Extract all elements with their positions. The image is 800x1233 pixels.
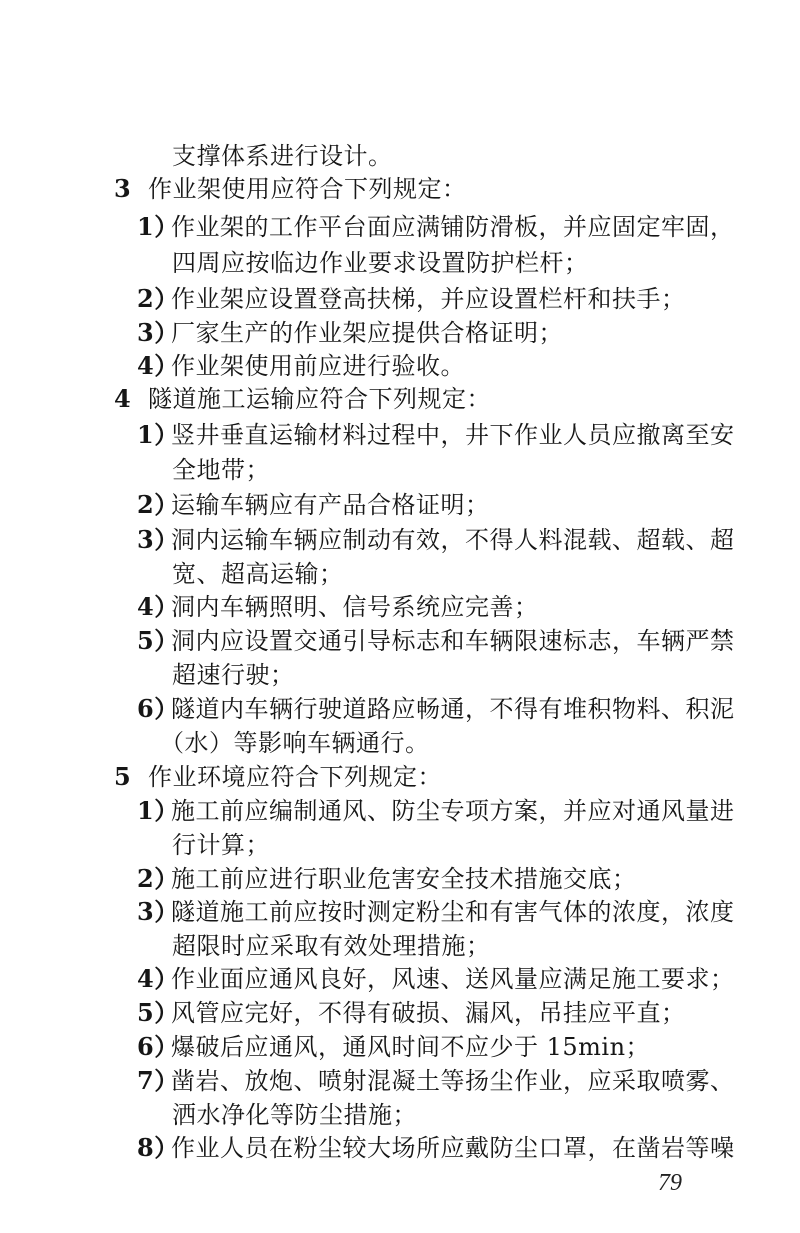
- list-item: [137, 624, 735, 658]
- item-text: 隧道内车辆行驶道路应畅通，不得有堆积物料、积泥: [171, 695, 735, 723]
- list-item: [137, 282, 686, 316]
- section-4-heading: [114, 382, 491, 416]
- item-text: 洞内运输车辆应制动有效，不得人料混载、超载、超: [171, 526, 735, 554]
- item-text-continuation: 超速行驶；: [172, 661, 295, 689]
- item-text: 施工前应编制通风、防尘专项方案，并应对通风量进: [171, 797, 735, 825]
- section-heading-text: 作业架使用应符合下列规定：: [148, 175, 467, 203]
- item-text-continuation: （水）等影响车辆通行。: [160, 729, 430, 757]
- item-text: 隧道施工前应按时测定粉尘和有害气体的浓度，浓度: [171, 898, 735, 926]
- list-item: [137, 1064, 735, 1098]
- list-item: [137, 316, 563, 350]
- section-heading-text: 作业环境应符合下列规定：: [148, 763, 442, 791]
- item-text: 凿岩、放炮、喷射混凝土等扬尘作业，应采取喷雾、: [171, 1067, 735, 1095]
- list-item: [137, 488, 490, 522]
- list-item: [137, 210, 735, 244]
- item-number: 1）: [137, 420, 179, 449]
- list-item: [137, 895, 735, 929]
- page-number: 79: [658, 1170, 682, 1196]
- item-text-continuation: 超限时应采取有效处理措施；: [172, 932, 491, 960]
- item-text-continuation: 行计算；: [172, 831, 270, 859]
- item-number: 1）: [137, 212, 179, 241]
- item-number: 3）: [137, 525, 179, 554]
- item-number: 2）: [137, 284, 179, 313]
- item-text: 厂家生产的作业架应提供合格证明；: [171, 319, 563, 347]
- list-item: [137, 1131, 735, 1165]
- item-text-continuation: 全地带；: [172, 456, 270, 484]
- item-text: 竖井垂直运输材料过程中，井下作业人员应撤离至安: [171, 421, 735, 449]
- item-text: 施工前应进行职业危害安全技术措施交底；: [171, 865, 637, 893]
- item-text: 运输车辆应有产品合格证明；: [171, 491, 490, 519]
- item-text-continuation: 四周应按临边作业要求设置防护栏杆；: [172, 249, 589, 277]
- item-text: 作业人员在粉尘较大场所应戴防尘口罩，在凿岩等噪: [171, 1134, 735, 1162]
- item-text: 洞内车辆照明、信号系统应完善；: [171, 593, 539, 621]
- item-number: 3）: [137, 318, 179, 347]
- item-number: 3）: [137, 897, 179, 926]
- list-item: [137, 692, 735, 726]
- item-number: 7）: [137, 1066, 179, 1095]
- item-number: 4）: [137, 351, 179, 380]
- item-text-continuation: 宽、超高运输；: [172, 560, 344, 588]
- section-number: 3: [114, 174, 132, 203]
- continuation-text: 支撑体系进行设计。: [172, 142, 393, 170]
- item-text-continuation: 洒水净化等防尘措施；: [172, 1101, 417, 1129]
- list-item: [137, 418, 735, 452]
- item-number: 6）: [137, 1032, 179, 1061]
- item-text: 作业面应通风良好，风速、送风量应满足施工要求；: [171, 965, 735, 993]
- item-text: 作业架应设置登高扶梯，并应设置栏杆和扶手；: [171, 285, 686, 313]
- section-5-heading: [114, 760, 442, 794]
- item-number: 2）: [137, 864, 179, 893]
- list-item: [137, 1030, 650, 1064]
- item-number: 5）: [137, 998, 179, 1027]
- item-text: 洞内应设置交通引导标志和车辆限速标志，车辆严禁: [171, 627, 735, 655]
- list-item: [137, 962, 735, 996]
- item-text: 风管应完好，不得有破损、漏风，吊挂应平直；: [171, 999, 686, 1027]
- item-number: 4）: [137, 592, 179, 621]
- list-item: [137, 523, 735, 557]
- list-item: [137, 349, 465, 383]
- item-text: 作业架的工作平台面应满铺防滑板，并应固定牢固，: [171, 213, 735, 241]
- item-number: 8）: [137, 1133, 179, 1162]
- list-item: [137, 996, 686, 1030]
- item-number: 2）: [137, 490, 179, 519]
- list-item: [137, 794, 735, 828]
- item-text: 作业架使用前应进行验收。: [171, 352, 465, 380]
- section-heading-text: 隧道施工运输应符合下列规定：: [148, 385, 491, 413]
- item-number: 5）: [137, 626, 179, 655]
- section-3-heading: [114, 172, 467, 206]
- item-number: 1）: [137, 796, 179, 825]
- section-number: 5: [114, 762, 132, 791]
- item-text: 爆破后应通风，通风时间不应少于 15min；: [171, 1033, 651, 1061]
- list-item: [137, 590, 539, 624]
- item-number: 6）: [137, 694, 179, 723]
- item-number: 4）: [137, 964, 179, 993]
- section-number: 4: [114, 384, 132, 413]
- list-item: [137, 862, 637, 896]
